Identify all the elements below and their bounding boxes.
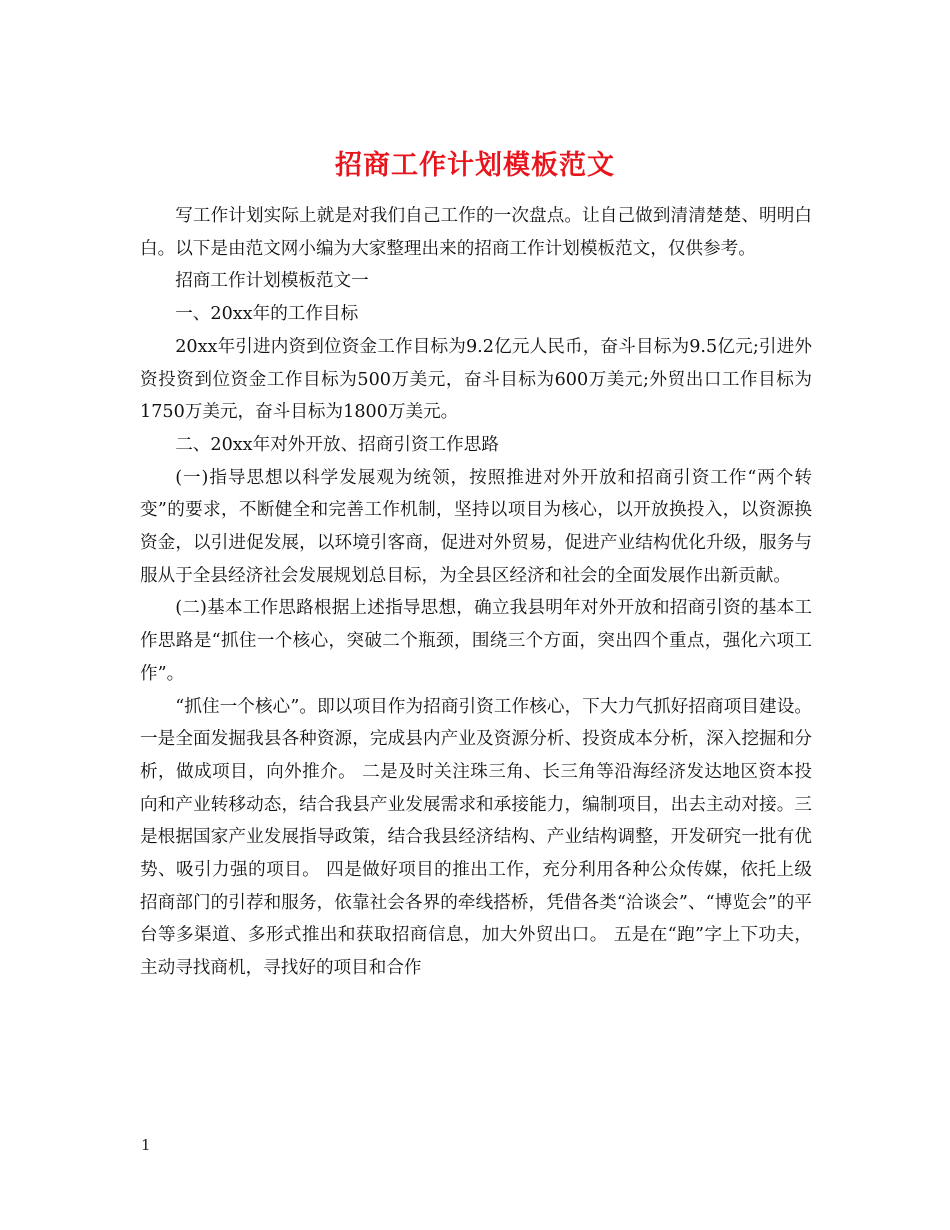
paragraph-subtitle: 招商工作计划模板范文一 — [175, 271, 369, 292]
paragraph-intro: 写工作计划实际上就是对我们自己工作的一次盘点。让自己做到清清楚楚、明明白白。以下是由范文网小编为大家整理出来的招商工作计划模板范文，仅供参考。 — [140, 206, 812, 259]
paragraph-guiding-ideology: (一)指导思想以科学发展观为统领，按照推进对外开放和招商引资工作“两个转变”的要求，不断健全和完善工作机制，坚持以项目为核心，以开放换投入，以资源换资金，以引进促发展，以环境引客商，促进对外贸易，促进产业结构优化升级，服务与服从于全县经济社会发展规划总目标，为全县区经济和社会的全面发展作出新贡献。 — [140, 467, 812, 586]
paragraph-heading-goals: 一、20xx年的工作目标 — [175, 304, 359, 325]
page-number: 1 — [141, 1136, 151, 1154]
document-title: 招商工作计划模板范文 — [335, 150, 615, 182]
paragraph-core: “抓住一个核心”。即以项目作为招商引资工作核心，下大力气抓好招商项目建设。 一是全面发掘我县各种资源，完成县内产业及资源分析、投资成本分析，深入挖掘和分析，做成项目，向外推介。 二是及时关注珠三角、长三角等沿海经济发达地区资本投向和产业转移动态，结合我县产业发展需求和承接能力，编制项目，出去主动对接。三是根据国家产业发展指导政策，结合我县经济结构、产业结构调整，开发研究一批有优势、吸引力强的项目。 四是做好项目的推出工作，充分利用各种公众传媒，依托上级招商部门的引荐和服务，依靠社会各界的牵线搭桥，凭借各类“洽谈会”、“博览会”的平台等多渠道、多形式推出和获取招商信息，加大外贸出口。 五是在“跑”字上下功夫，主动寻找商机，寻找好的项目和合作 — [140, 696, 812, 979]
paragraph-basic-approach: (二)基本工作思路根据上述指导思想，确立我县明年对外开放和招商引资的基本工作思路是“抓住一个核心，突破二个瓶颈，围绕三个方面，突出四个重点，强化六项工作”。 — [140, 598, 812, 684]
document-body — [140, 200, 812, 985]
paragraph-heading-approach: 二、20xx年对外开放、招商引资工作思路 — [175, 434, 499, 455]
paragraph-goals: 20xx年引进内资到位资金工作目标为9.2亿元人民币，奋斗目标为9.5亿元;引进外资投资到位资金工作目标为500万美元，奋斗目标为600万美元;外贸出口工作目标为1750万美元，奋斗目标为1800万美元。 — [140, 336, 812, 423]
